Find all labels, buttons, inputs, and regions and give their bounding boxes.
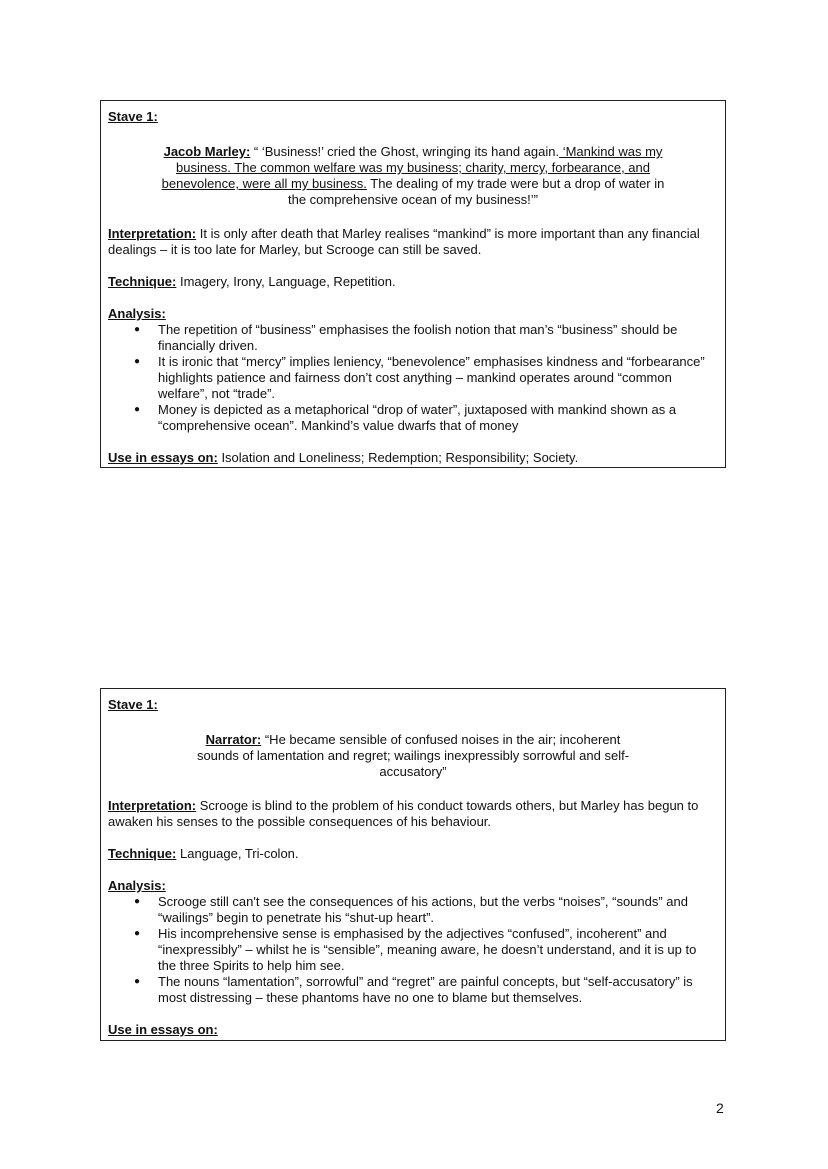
quote-card-narrator	[100, 688, 726, 1041]
analysis-item: ● The repetition of “business” emphasises the foolish notion that man’s “business” should be financially driven.	[108, 322, 718, 354]
analysis-heading: Analysis:	[108, 306, 166, 321]
essay-uses-label: Use in essays on:	[108, 1022, 218, 1037]
essay-uses-label: Use in essays on:	[108, 450, 218, 465]
quote-text-end: The dealing of my trade were but a drop of water in the comprehensive ocean of my business!’”	[287, 176, 665, 207]
interpretation-text: It is only after death that Marley realises “mankind” is more important than any financial dealings – it is too late for Marley, but Scrooge can still be saved.	[108, 226, 700, 257]
essay-uses	[108, 450, 718, 466]
page-number: 2	[716, 1100, 724, 1116]
analysis-item: ● His incomprehensive sense is emphasised by the adjectives “confused”, incoherent” and “inexpressibly” – whilst he is “sensible”, meaning aware, he doesn’t understand, and it is up to the three Spirits to help him see.	[108, 926, 718, 974]
technique-label: Technique:	[108, 274, 177, 289]
analysis-item: ● Scrooge still can't see the consequences of his actions, but the verbs “noises”, “sounds” and “wailings” begin to penetrate his “shut-up heart”.	[108, 894, 718, 926]
interpretation-label: Interpretation:	[108, 226, 197, 241]
technique	[108, 846, 718, 862]
interpretation-text: Scrooge is blind to the problem of his conduct towards others, but Marley has begun to awaken his senses to the possible consequences of his behaviour.	[108, 798, 699, 829]
essay-uses-text: Isolation and Loneliness; Redemption; Responsibility; Society.	[217, 450, 579, 465]
analysis-heading: Analysis:	[108, 878, 166, 893]
technique-text: Language, Tri-colon.	[176, 846, 299, 861]
stave-heading: Stave 1:	[108, 109, 158, 124]
technique-label: Technique:	[108, 846, 177, 861]
quotation	[153, 144, 673, 208]
stave-heading: Stave 1:	[108, 697, 158, 712]
quote-text: “He became sensible of confused noises in the air; incoherent sounds of lamentation and regret; wailings inexpressibly sorrowful and self-accusatory”	[196, 732, 630, 779]
analysis-item: ● Money is depicted as a metaphorical “drop of water”, juxtaposed with mankind shown as a “comprehensive ocean”. Mankind’s value dwarfs that of money	[108, 402, 718, 434]
analysis-list	[108, 894, 718, 1006]
analysis-list	[108, 322, 718, 434]
speaker-label: Jacob Marley:	[163, 144, 251, 159]
quote-text: “ ‘Business!’ cried the Ghost, wringing its hand again.	[250, 144, 560, 159]
analysis-item: ● It is ironic that “mercy” implies leniency, “benevolence” emphasises kindness and “forbearance” highlights patience and fairness don’t cost anything – mankind operates around “common welfare”, not “trade”.	[108, 354, 718, 402]
quote-underlined-text: ‘Mankind was my business. The common welfare was my business; charity, mercy, forbearance, and benevolence, were all my business.	[161, 144, 663, 191]
interpretation	[108, 226, 718, 258]
essay-uses	[108, 1022, 718, 1038]
technique-text: Imagery, Irony, Language, Repetition.	[176, 274, 396, 289]
interpretation-label: Interpretation:	[108, 798, 197, 813]
speaker-label: Narrator:	[205, 732, 262, 747]
interpretation	[108, 798, 718, 830]
technique	[108, 274, 718, 290]
quotation	[183, 732, 643, 780]
quote-card-marley	[100, 100, 726, 468]
analysis-item: ● The nouns “lamentation”, sorrowful” and “regret” are painful concepts, but “self-accusatory” is most distressing – these phantoms have no one to blame but themselves.	[108, 974, 718, 1006]
